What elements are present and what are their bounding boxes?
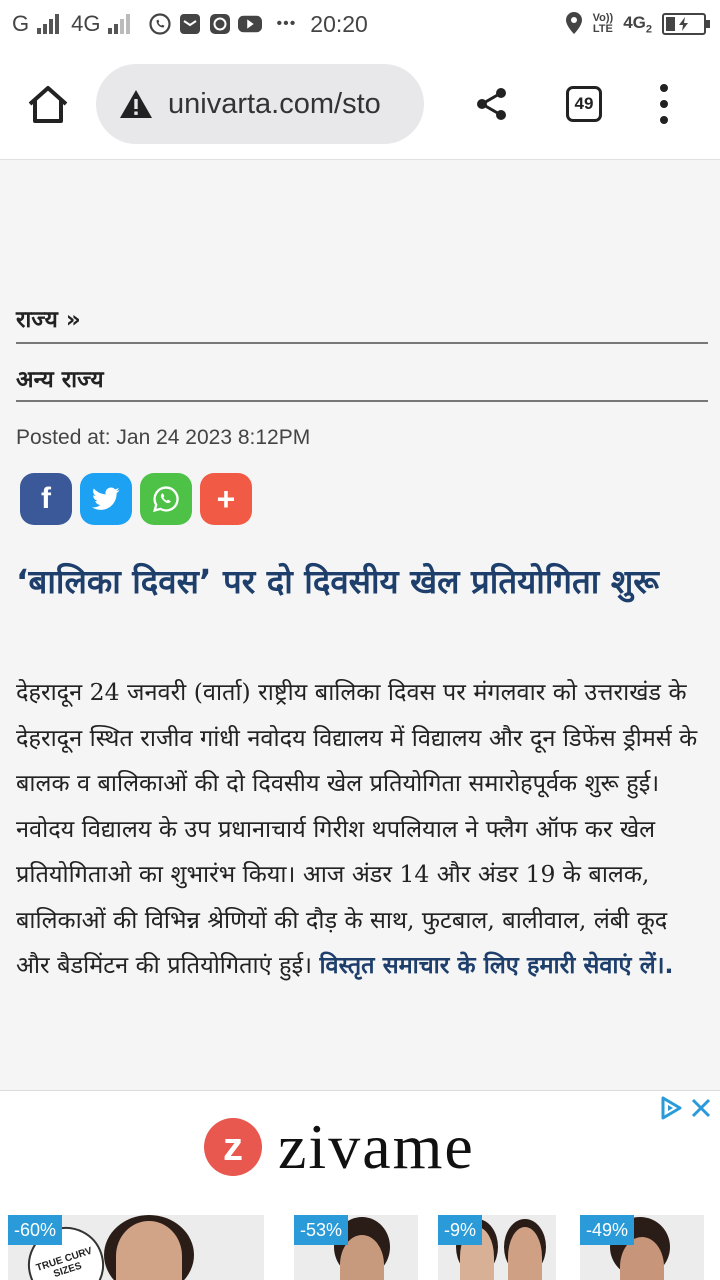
discount-badge: -49%	[580, 1215, 634, 1245]
article-paragraph-text: नवोदय विद्यालय के उप प्रधानाचार्य गिरीश थपलियाल ने फ्लैग ऑफ कर खेल प्रतियोगिताओ का शुभारंभ किया। आज अंडर 14 और अंडर 19 के बालक, बालिकाओं की विभिन्न श्रेणियों की दौड़ के साथ, फुटबाल, बालीवाल, लंबी कूद और बैडमिंटन की प्रतियोगिताएं हुई।	[16, 814, 668, 979]
more-share-button[interactable]	[200, 473, 252, 525]
divider	[16, 400, 708, 402]
article-headline: ‘बालिका दिवस’ पर दो दिवसीय खेल प्रतियोगिता शुरू	[16, 562, 659, 601]
carrier-2-label: 4G	[71, 11, 101, 36]
signal-2-icon	[108, 14, 130, 34]
breadcrumb-state[interactable]: राज्य »	[16, 307, 81, 333]
divider	[16, 342, 708, 344]
advertisement-banner[interactable]	[0, 1090, 720, 1280]
adchoices-icon[interactable]	[658, 1095, 684, 1121]
share-icon	[474, 86, 510, 122]
brand-logo[interactable]	[204, 1111, 475, 1182]
posted-timestamp: Posted at: Jan 24 2023 8:12PM	[16, 426, 311, 449]
url-text[interactable]: univarta.com/sto	[168, 87, 381, 120]
twitter-icon	[92, 487, 120, 511]
status-bar	[0, 0, 720, 48]
volte-top-label: Vo))	[592, 12, 614, 24]
browser-toolbar	[0, 48, 720, 160]
article-paragraph: देहरादून 24 जनवरी (वार्ता) राष्ट्रीय बालिका दिवस पर मंगलवार को उत्तराखंड के देहरादून स्थित राजीव गांधी नवोदय विद्यालय में विद्यालय और दून डिफेंस ड्रीमर्स के बालक व बालिकाओं की दो दिवसीय खेल प्रतियोगिता समारोहपूर्वक शुरू हुई।	[16, 678, 698, 797]
more-notifications-icon: •••	[276, 15, 297, 32]
mail-notification-icon	[178, 12, 202, 36]
youtube-notification-icon	[238, 12, 262, 36]
network-sub-label: 2	[645, 23, 652, 36]
home-icon	[24, 84, 72, 124]
app-notification-icon	[208, 12, 232, 36]
clock: 20:20	[310, 10, 368, 37]
share-buttons	[20, 473, 252, 525]
discount-badge: -53%	[294, 1215, 348, 1245]
true-curv-sizes-badge: TRUE CURV SIZES	[18, 1217, 114, 1280]
home-button[interactable]	[24, 84, 72, 124]
brand-logo-mark: z	[204, 1118, 262, 1176]
battery-icon	[662, 13, 706, 35]
tab-switcher-button[interactable]: 49	[566, 86, 602, 122]
whatsapp-icon	[152, 485, 180, 513]
network-label: 4G	[623, 12, 646, 32]
discount-badge: -9%	[438, 1215, 482, 1245]
close-ad-icon[interactable]	[688, 1095, 714, 1121]
plus-icon: +	[216, 480, 236, 517]
carrier-1-label: G	[12, 11, 30, 36]
facebook-icon: f	[41, 482, 51, 515]
brand-name: zivame	[278, 1111, 475, 1182]
facebook-share-button[interactable]	[20, 473, 72, 525]
network-type-label	[623, 13, 652, 35]
whatsapp-share-button[interactable]	[140, 473, 192, 525]
article-body	[16, 670, 708, 989]
volte-bottom-label: LTE	[592, 23, 613, 35]
signal-1-icon	[37, 14, 59, 34]
volte-indicator	[593, 13, 614, 35]
discount-badge: -60%	[8, 1215, 62, 1245]
location-icon	[565, 11, 583, 38]
whatsapp-notification-icon	[148, 12, 172, 36]
twitter-share-button[interactable]	[80, 473, 132, 525]
not-secure-warning-icon[interactable]	[118, 88, 154, 120]
read-more-link[interactable]: विस्तृत समाचार के लिए हमारी सेवाएं लें।.	[319, 951, 674, 979]
address-bar[interactable]	[96, 64, 424, 144]
overflow-menu-button[interactable]	[654, 84, 674, 124]
breadcrumb-other-states[interactable]: अन्य राज्य	[16, 367, 104, 393]
article-paragraph	[16, 807, 708, 989]
share-button[interactable]	[474, 86, 510, 122]
